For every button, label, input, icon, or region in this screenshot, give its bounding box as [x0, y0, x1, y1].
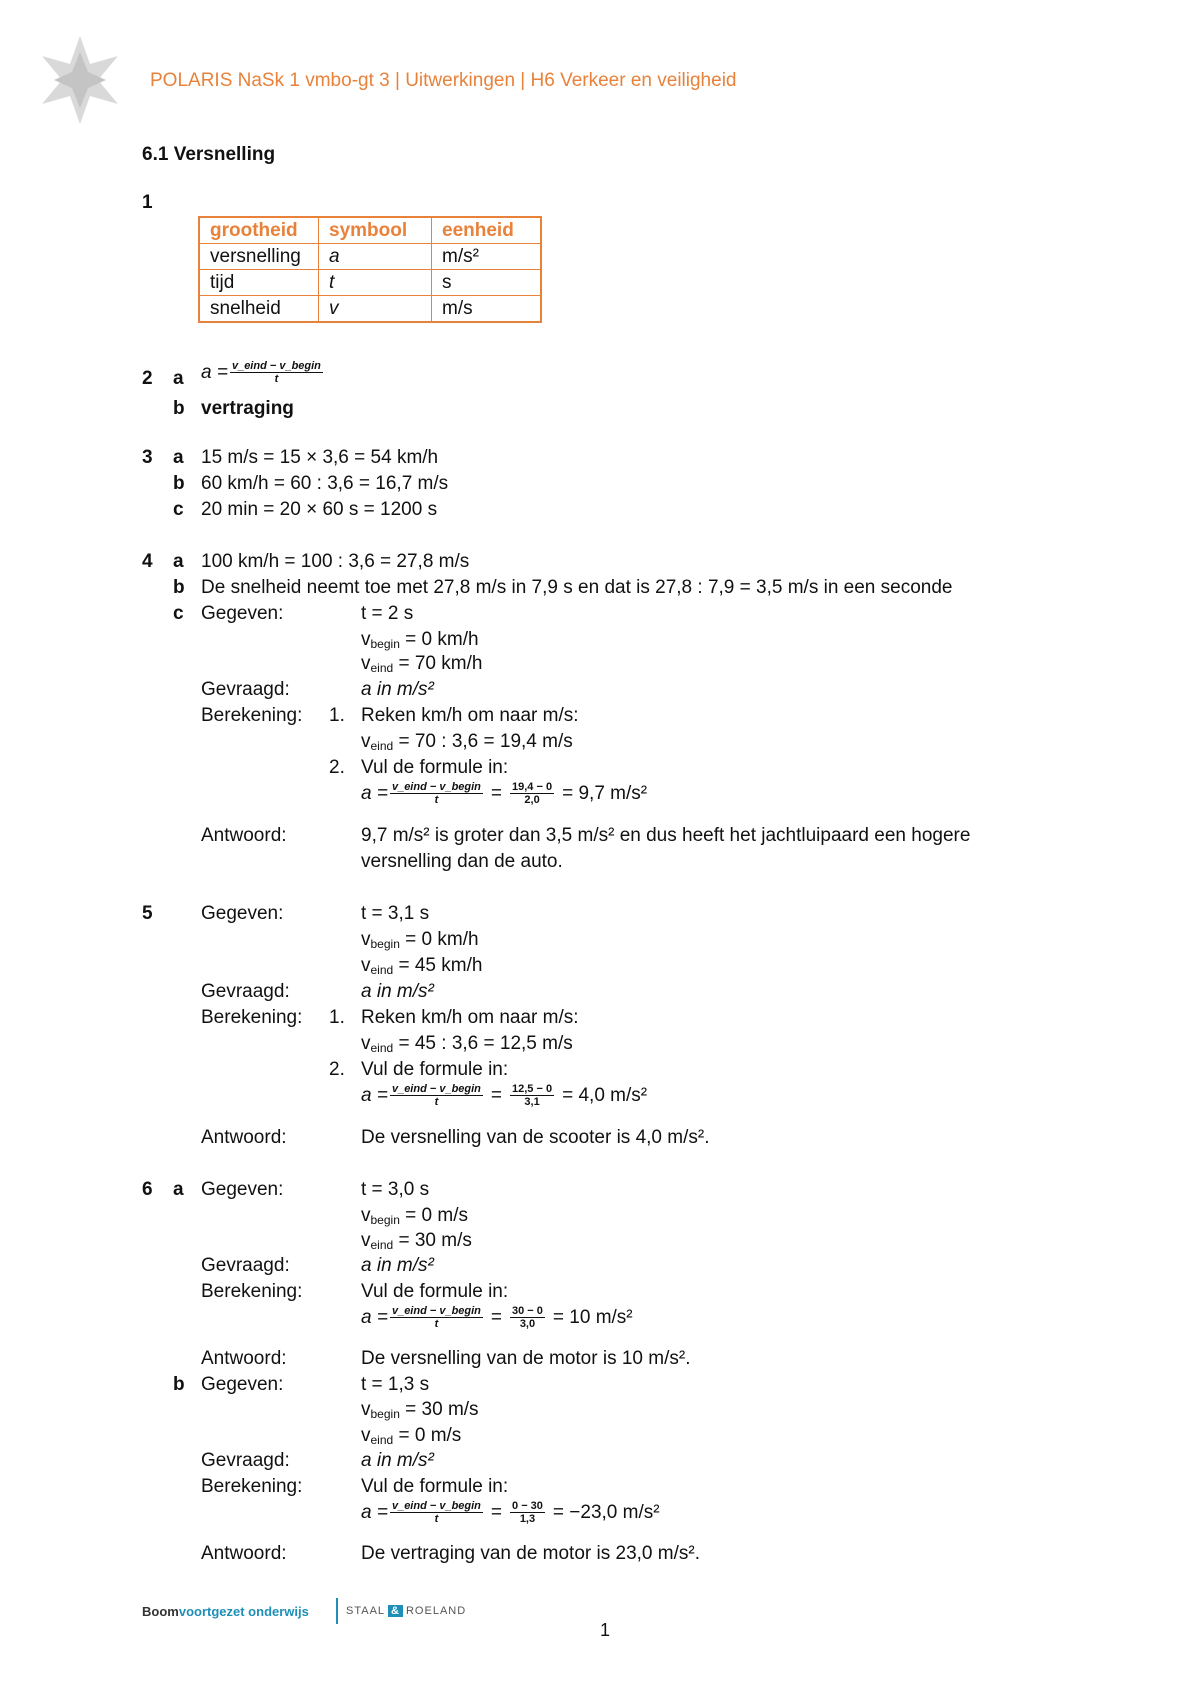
given-time: t = 3,1 s	[361, 903, 430, 924]
table-cell: versnelling	[199, 244, 319, 270]
step-number: 2.	[329, 757, 345, 778]
given-v-eind	[361, 1230, 472, 1256]
value: = 45 : 3,6 = 12,5 m/s	[398, 1033, 573, 1054]
fraction-numerator: 0 − 30	[512, 1500, 543, 1512]
fraction-denominator: 3,0	[519, 1318, 536, 1330]
given-v-begin	[361, 1399, 479, 1425]
fraction-numerator: 12,5 − 0	[512, 1083, 553, 1095]
subscript-begin: begin	[370, 1213, 400, 1227]
question-number-3: 3	[142, 447, 153, 468]
conversion	[361, 731, 573, 757]
answer-text: versnelling dan de auto.	[361, 851, 563, 872]
label-gevraagd: Gevraagd:	[201, 1255, 290, 1276]
given-v-begin	[361, 929, 479, 955]
table-cell: a	[319, 244, 432, 270]
answer-text: 100 km/h = 100 : 3,6 = 27,8 m/s	[201, 551, 470, 572]
formula-lhs: a =	[361, 1306, 388, 1328]
value: = 70 : 3,6 = 19,4 m/s	[398, 731, 573, 752]
subscript-eind: eind	[370, 1238, 394, 1252]
formula-calculation	[361, 1500, 666, 1525]
table-header-row	[199, 217, 541, 244]
fraction-denominator: 3,1	[524, 1096, 540, 1108]
logo-ampersand: &	[388, 1605, 403, 1617]
value: = 70 km/h	[398, 653, 483, 674]
formula-fraction	[390, 1083, 483, 1108]
given-time: t = 1,3 s	[361, 1374, 430, 1395]
question-number-1: 1	[142, 192, 153, 213]
table-cell: tijd	[199, 270, 319, 296]
label-gegeven: Gegeven:	[201, 1374, 284, 1395]
page-number: 1	[600, 1620, 611, 1640]
subscript-eind: eind	[370, 661, 394, 675]
formula-fraction	[390, 1305, 483, 1330]
table-cell: v	[319, 296, 432, 323]
formula-lhs: a =	[361, 782, 388, 804]
formula-calculation	[361, 1083, 653, 1108]
equals-sign: =	[490, 782, 503, 804]
label-berekening: Berekening:	[201, 705, 303, 726]
table-cell: s	[432, 270, 542, 296]
formula-lhs: a =	[201, 361, 228, 383]
fraction-numerator: v_eind − v_begin	[391, 781, 481, 793]
symbol-v: v	[361, 1205, 371, 1226]
value: = 30 m/s	[405, 1399, 479, 1420]
label-berekening: Berekening:	[201, 1476, 303, 1497]
fraction-numerator: v_eind − v_begin	[391, 1083, 481, 1095]
subquestion-label: b	[173, 398, 185, 419]
formula-lhs: a =	[361, 1501, 388, 1523]
step-text: Reken km/h om naar m/s:	[361, 1007, 579, 1028]
fraction-denominator: t	[434, 1096, 439, 1108]
label-gevraagd: Gevraagd:	[201, 679, 290, 700]
symbol-v: v	[361, 653, 371, 674]
step-text: Vul de formule in:	[361, 757, 509, 778]
subscript-eind: eind	[370, 739, 394, 753]
fraction-denominator: t	[434, 794, 439, 806]
subquestion-label: a	[173, 447, 184, 468]
value: = 30 m/s	[398, 1230, 472, 1251]
units-table	[198, 216, 542, 323]
conversion	[361, 1033, 573, 1059]
question-number-4: 4	[142, 551, 153, 572]
table-row	[199, 296, 541, 323]
answer-text: 15 m/s = 15 × 3,6 = 54 km/h	[201, 447, 439, 468]
subquestion-label: a	[173, 368, 184, 389]
subscript-begin: begin	[370, 637, 400, 651]
table-cell: snelheid	[199, 296, 319, 323]
logo-text: STAAL	[346, 1605, 386, 1617]
staal-roeland-logo	[346, 1605, 466, 1617]
subscript-eind: eind	[370, 1433, 394, 1447]
subquestion-label: a	[173, 1179, 184, 1200]
fraction-denominator: 2,0	[524, 794, 540, 806]
answer-text: 9,7 m/s² is groter dan 3,5 m/s² en dus heeft het jachtluipaard een hogere	[361, 825, 971, 846]
value: = 0 m/s	[398, 1425, 462, 1446]
result: = 10 m/s²	[552, 1306, 633, 1328]
answer-text: De vertraging van de motor is 23,0 m/s².	[361, 1543, 700, 1564]
formula-calculation	[361, 781, 653, 806]
value-fraction	[510, 1083, 554, 1108]
symbol-v: v	[361, 731, 371, 752]
publisher-name: Boom	[142, 1604, 179, 1619]
given-v-begin	[361, 629, 479, 655]
symbol-v: v	[361, 1230, 371, 1251]
value-fraction	[510, 1305, 545, 1330]
table-cell: m/s	[432, 296, 542, 323]
step-number: 1.	[329, 1007, 345, 1028]
result: = −23,0 m/s²	[552, 1501, 660, 1523]
subquestion-label: b	[173, 1374, 185, 1395]
publisher-logo	[142, 1604, 309, 1619]
question-number-6: 6	[142, 1179, 153, 1200]
publisher-subname: voortgezet onderwijs	[178, 1604, 309, 1619]
asked-quantity: a in m/s²	[361, 981, 434, 1002]
equals-sign: =	[490, 1084, 503, 1106]
label-antwoord: Antwoord:	[201, 1348, 287, 1369]
table-cell: m/s²	[432, 244, 542, 270]
value: = 0 m/s	[405, 1205, 468, 1226]
label-antwoord: Antwoord:	[201, 1127, 287, 1148]
answer-text: 60 km/h = 60 : 3,6 = 16,7 m/s	[201, 473, 449, 494]
subscript-begin: begin	[370, 937, 400, 951]
label-antwoord: Antwoord:	[201, 1543, 287, 1564]
fraction-denominator: t	[434, 1513, 439, 1525]
fraction-denominator: t	[274, 373, 279, 385]
given-v-begin	[361, 1205, 468, 1231]
label-gevraagd: Gevraagd:	[201, 1450, 290, 1471]
subscript-eind: eind	[370, 963, 394, 977]
fraction-numerator: 30 − 0	[512, 1305, 543, 1317]
formula-fraction	[390, 1500, 483, 1525]
answer-text: 20 min = 20 × 60 s = 1200 s	[201, 499, 438, 520]
given-v-eind	[361, 1425, 461, 1451]
symbol-v: v	[361, 1399, 371, 1420]
equals-sign: =	[490, 1501, 503, 1523]
fraction-denominator: 1,3	[519, 1513, 536, 1525]
fraction-denominator: t	[434, 1318, 439, 1330]
fraction-numerator: v_eind − v_begin	[231, 360, 321, 372]
answer-text: vertraging	[201, 398, 294, 419]
fraction-numerator: v_eind − v_begin	[391, 1500, 481, 1512]
subquestion-label: c	[173, 603, 184, 624]
footer-divider	[336, 1598, 338, 1624]
equals-sign: =	[490, 1306, 503, 1328]
table-header: grootheid	[199, 217, 319, 244]
value-fraction	[510, 781, 554, 806]
value-fraction	[510, 1500, 545, 1525]
table-row	[199, 270, 541, 296]
given-time: t = 3,0 s	[361, 1179, 430, 1200]
fraction-numerator: v_eind − v_begin	[391, 1305, 481, 1317]
result: = 4,0 m/s²	[562, 1084, 648, 1106]
value: = 0 km/h	[405, 629, 479, 650]
subscript-eind: eind	[370, 1041, 394, 1055]
label-berekening: Berekening:	[201, 1281, 303, 1302]
asked-quantity: a in m/s²	[361, 679, 434, 700]
result: = 9,7 m/s²	[562, 782, 648, 804]
answer-text: De versnelling van de scooter is 4,0 m/s².	[361, 1127, 710, 1148]
question-number-2: 2	[142, 368, 153, 389]
given-v-eind	[361, 955, 482, 981]
asked-quantity: a in m/s²	[361, 1255, 434, 1276]
polaris-logo-icon	[38, 34, 122, 126]
symbol-v: v	[361, 1033, 371, 1054]
symbol-v: v	[361, 1425, 371, 1446]
section-title: 6.1 Versnelling	[142, 144, 276, 165]
header-title: POLARIS NaSk 1 vmbo-gt 3 | Uitwerkingen | H6 Verkeer en veiligheid	[150, 70, 737, 91]
table-header: eenheid	[432, 217, 542, 244]
label-gegeven: Gegeven:	[201, 1179, 284, 1200]
label-gevraagd: Gevraagd:	[201, 981, 290, 1002]
formula-fraction	[390, 781, 483, 806]
formula-fraction	[230, 360, 323, 385]
symbol-v: v	[361, 629, 371, 650]
question-number-5: 5	[142, 903, 153, 924]
subquestion-label: b	[173, 577, 185, 598]
table-row	[199, 244, 541, 270]
table-cell: t	[319, 270, 432, 296]
step-text: Vul de formule in:	[361, 1059, 509, 1080]
step-text: Vul de formule in:	[361, 1281, 509, 1302]
label-gegeven: Gegeven:	[201, 603, 284, 624]
fraction-numerator: 19,4 − 0	[512, 781, 553, 793]
label-berekening: Berekening:	[201, 1007, 303, 1028]
value: = 45 km/h	[398, 955, 483, 976]
table-header: symbool	[319, 217, 432, 244]
asked-quantity: a in m/s²	[361, 1450, 434, 1471]
subquestion-label: a	[173, 551, 184, 572]
subquestion-label: b	[173, 473, 185, 494]
subquestion-label: c	[173, 499, 184, 520]
step-number: 2.	[329, 1059, 345, 1080]
step-text: Vul de formule in:	[361, 1476, 509, 1497]
label-antwoord: Antwoord:	[201, 825, 287, 846]
answer-text: De versnelling van de motor is 10 m/s².	[361, 1348, 691, 1369]
formula-acceleration	[201, 360, 325, 385]
symbol-v: v	[361, 955, 371, 976]
given-v-eind	[361, 653, 482, 679]
step-text: Reken km/h om naar m/s:	[361, 705, 579, 726]
formula-lhs: a =	[361, 1084, 388, 1106]
answer-text: De snelheid neemt toe met 27,8 m/s in 7,9 s en dat is 27,8 : 7,9 = 3,5 m/s in een seconde	[201, 577, 953, 598]
symbol-v: v	[361, 929, 371, 950]
subscript-begin: begin	[370, 1407, 400, 1421]
formula-calculation	[361, 1305, 639, 1330]
value: = 0 km/h	[405, 929, 479, 950]
step-number: 1.	[329, 705, 345, 726]
logo-text: ROELAND	[405, 1605, 467, 1617]
label-gegeven: Gegeven:	[201, 903, 284, 924]
given-time: t = 2 s	[361, 603, 414, 624]
